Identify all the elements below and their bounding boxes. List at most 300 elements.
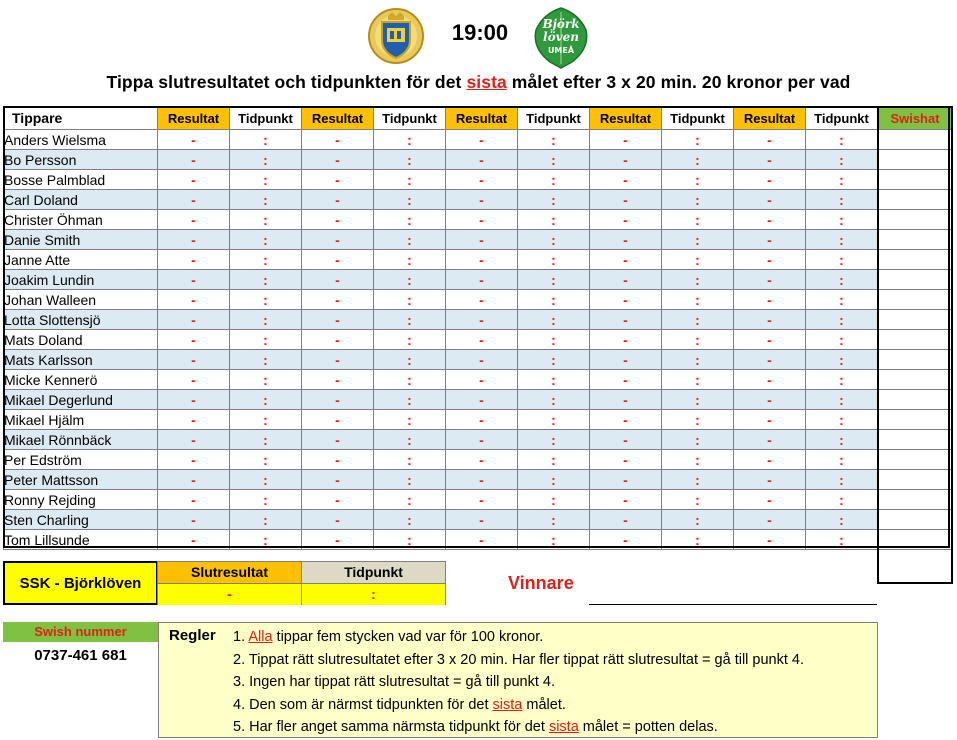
result-cell[interactable]: -	[590, 410, 662, 430]
final-time-header: Tidpunkt	[302, 562, 445, 584]
result-cell[interactable]: -	[590, 150, 662, 170]
time-cell[interactable]: :	[374, 210, 446, 230]
time-cell[interactable]: :	[374, 350, 446, 370]
result-cell[interactable]: -	[734, 310, 806, 330]
time-cell[interactable]: :	[806, 290, 878, 310]
result-cell[interactable]: -	[302, 490, 374, 510]
column-header-resultat: Resultat	[734, 107, 806, 130]
result-cell[interactable]: -	[446, 350, 518, 370]
result-cell[interactable]: -	[590, 330, 662, 350]
result-cell[interactable]: -	[158, 250, 230, 270]
time-cell[interactable]: :	[662, 170, 734, 190]
time-cell[interactable]: :	[662, 370, 734, 390]
time-cell[interactable]: :	[230, 510, 302, 530]
time-cell[interactable]: :	[806, 530, 878, 550]
time-cell[interactable]: :	[374, 410, 446, 430]
result-cell[interactable]: -	[734, 130, 806, 150]
result-cell[interactable]: -	[590, 250, 662, 270]
result-cell[interactable]: -	[446, 190, 518, 210]
result-cell[interactable]: -	[158, 270, 230, 290]
time-cell[interactable]: :	[518, 430, 590, 450]
result-cell[interactable]: -	[158, 230, 230, 250]
tippare-name: Joakim Lundin	[4, 270, 158, 290]
time-cell[interactable]: :	[806, 170, 878, 190]
result-cell[interactable]: -	[302, 170, 374, 190]
result-cell[interactable]: -	[590, 370, 662, 390]
table-row	[4, 370, 953, 390]
time-cell[interactable]: :	[518, 190, 590, 210]
result-cell[interactable]: -	[590, 510, 662, 530]
rule-item	[233, 626, 804, 649]
swishat-cell[interactable]	[878, 490, 953, 510]
result-cell[interactable]: -	[158, 170, 230, 190]
swishat-cell[interactable]	[878, 170, 953, 190]
result-cell[interactable]: -	[158, 290, 230, 310]
time-cell[interactable]: :	[806, 410, 878, 430]
column-header-swishat: Swishat	[878, 107, 953, 130]
column-header-tippare: Tippare	[4, 107, 158, 130]
tippare-name: Bosse Palmblad	[4, 170, 158, 190]
swishat-cell[interactable]	[878, 210, 953, 230]
table-row	[4, 470, 953, 490]
result-cell[interactable]: -	[302, 250, 374, 270]
result-cell[interactable]: -	[734, 270, 806, 290]
tippare-name: Mikael Degerlund	[4, 390, 158, 410]
time-cell[interactable]: :	[662, 350, 734, 370]
column-header-tidpunkt: Tidpunkt	[662, 107, 734, 130]
time-cell[interactable]: :	[518, 330, 590, 350]
tippare-name: Sten Charling	[4, 510, 158, 530]
result-cell[interactable]: -	[590, 270, 662, 290]
time-cell[interactable]: :	[806, 370, 878, 390]
time-cell[interactable]: :	[230, 170, 302, 190]
result-cell[interactable]: -	[302, 270, 374, 290]
time-cell[interactable]: :	[518, 310, 590, 330]
result-cell[interactable]: -	[590, 450, 662, 470]
tippare-name: Peter Mattsson	[4, 470, 158, 490]
time-cell[interactable]: :	[374, 290, 446, 310]
result-cell[interactable]: -	[590, 390, 662, 410]
time-cell[interactable]: :	[374, 130, 446, 150]
result-cell[interactable]: -	[158, 310, 230, 330]
result-cell[interactable]: -	[446, 170, 518, 190]
time-cell[interactable]: :	[230, 370, 302, 390]
tippare-name: Tom Lillsunde	[4, 530, 158, 550]
result-cell[interactable]: -	[446, 430, 518, 450]
result-cell[interactable]: -	[734, 210, 806, 230]
result-cell[interactable]: -	[590, 130, 662, 150]
time-cell[interactable]: :	[806, 330, 878, 350]
result-cell[interactable]: -	[734, 230, 806, 250]
time-cell[interactable]: :	[230, 190, 302, 210]
time-cell[interactable]: :	[806, 450, 878, 470]
result-cell[interactable]: -	[590, 530, 662, 550]
time-cell[interactable]: :	[230, 390, 302, 410]
result-cell[interactable]: -	[446, 150, 518, 170]
table-row	[4, 310, 953, 330]
result-cell[interactable]: -	[590, 470, 662, 490]
result-cell[interactable]: -	[446, 250, 518, 270]
result-cell[interactable]: -	[734, 250, 806, 270]
result-cell[interactable]: -	[302, 510, 374, 530]
result-cell[interactable]: -	[302, 530, 374, 550]
time-cell[interactable]: :	[518, 450, 590, 470]
time-cell[interactable]: :	[374, 530, 446, 550]
swishat-cell[interactable]	[878, 450, 953, 470]
rule-text-after: målet.	[522, 696, 566, 713]
swishat-cell[interactable]	[878, 230, 953, 250]
result-cell[interactable]: -	[734, 350, 806, 370]
result-cell[interactable]: -	[158, 330, 230, 350]
result-cell[interactable]: -	[446, 230, 518, 250]
time-cell[interactable]: :	[230, 350, 302, 370]
tippare-name: Mikael Rönnbäck	[4, 430, 158, 450]
result-cell[interactable]: -	[302, 190, 374, 210]
result-cell[interactable]: -	[158, 470, 230, 490]
time-cell[interactable]: :	[806, 190, 878, 210]
time-cell[interactable]: :	[374, 390, 446, 410]
time-cell[interactable]: :	[230, 430, 302, 450]
result-cell[interactable]: -	[302, 350, 374, 370]
time-cell[interactable]: :	[662, 310, 734, 330]
time-cell[interactable]: :	[806, 490, 878, 510]
time-cell[interactable]: :	[230, 470, 302, 490]
result-cell[interactable]: -	[446, 390, 518, 410]
result-cell[interactable]: -	[734, 370, 806, 390]
headline-after: målet efter 3 x 20 min. 20 kronor per vad	[506, 72, 851, 92]
result-cell[interactable]: -	[590, 210, 662, 230]
result-cell[interactable]: -	[302, 390, 374, 410]
swishat-cell[interactable]	[878, 310, 953, 330]
time-cell[interactable]: :	[518, 290, 590, 310]
time-cell[interactable]: :	[662, 230, 734, 250]
result-cell[interactable]: -	[446, 130, 518, 150]
tips-table	[3, 106, 953, 550]
table-row	[4, 450, 953, 470]
time-cell[interactable]: :	[662, 150, 734, 170]
result-cell[interactable]: -	[590, 190, 662, 210]
table-row	[4, 190, 953, 210]
swishat-cell[interactable]	[878, 190, 953, 210]
time-cell[interactable]: :	[662, 210, 734, 230]
table-row	[4, 530, 953, 550]
time-cell[interactable]: :	[662, 490, 734, 510]
result-cell[interactable]: -	[446, 510, 518, 530]
final-time-value[interactable]: :	[302, 584, 445, 605]
swishat-cell[interactable]	[878, 370, 953, 390]
time-cell[interactable]: :	[662, 390, 734, 410]
result-cell[interactable]: -	[590, 350, 662, 370]
result-cell[interactable]: -	[446, 530, 518, 550]
result-cell[interactable]: -	[302, 370, 374, 390]
table-row	[4, 250, 953, 270]
result-cell[interactable]: -	[302, 290, 374, 310]
time-cell[interactable]: :	[374, 430, 446, 450]
time-cell[interactable]: :	[662, 130, 734, 150]
time-cell[interactable]: :	[518, 390, 590, 410]
result-cell[interactable]: -	[590, 430, 662, 450]
time-cell[interactable]: :	[662, 410, 734, 430]
rule-highlight: Alla	[248, 629, 273, 645]
time-cell[interactable]: :	[230, 310, 302, 330]
result-cell[interactable]: -	[302, 330, 374, 350]
result-cell[interactable]: -	[446, 310, 518, 330]
result-cell[interactable]: -	[302, 470, 374, 490]
table-row	[4, 490, 953, 510]
time-cell[interactable]: :	[662, 330, 734, 350]
time-cell[interactable]: :	[518, 230, 590, 250]
time-cell[interactable]: :	[518, 150, 590, 170]
time-cell[interactable]: :	[374, 510, 446, 530]
time-cell[interactable]: :	[662, 470, 734, 490]
tippare-name: Mats Doland	[4, 330, 158, 350]
swish-number-label: Swish nummer	[3, 622, 158, 642]
time-cell[interactable]: :	[374, 470, 446, 490]
result-cell[interactable]: -	[734, 450, 806, 470]
result-cell[interactable]: -	[158, 370, 230, 390]
swishat-cell[interactable]	[878, 430, 953, 450]
time-cell[interactable]: :	[518, 470, 590, 490]
time-cell[interactable]: :	[518, 350, 590, 370]
time-cell[interactable]: :	[230, 490, 302, 510]
time-cell[interactable]: :	[374, 370, 446, 390]
time-cell[interactable]: :	[806, 210, 878, 230]
result-cell[interactable]: -	[302, 450, 374, 470]
time-cell[interactable]: :	[374, 310, 446, 330]
logo-right-text-2: löven	[543, 30, 579, 44]
time-cell[interactable]: :	[662, 250, 734, 270]
result-cell[interactable]: -	[446, 290, 518, 310]
time-cell[interactable]: :	[230, 290, 302, 310]
time-cell[interactable]: :	[662, 450, 734, 470]
time-cell[interactable]: :	[518, 130, 590, 150]
rule-item	[233, 671, 804, 694]
result-cell[interactable]: -	[446, 470, 518, 490]
swishat-cell[interactable]	[878, 250, 953, 270]
result-cell[interactable]: -	[734, 430, 806, 450]
time-cell[interactable]: :	[662, 290, 734, 310]
time-cell[interactable]: :	[374, 150, 446, 170]
table-header-row	[4, 107, 953, 130]
rule-text: Ingen har tippat rätt slutresultat = gå till punkt 4.	[249, 674, 556, 690]
time-cell[interactable]: :	[662, 430, 734, 450]
time-cell[interactable]: :	[806, 350, 878, 370]
time-cell[interactable]: :	[662, 270, 734, 290]
swishat-cell[interactable]	[878, 130, 953, 150]
result-cell[interactable]: -	[734, 390, 806, 410]
result-cell[interactable]: -	[158, 490, 230, 510]
final-result-box	[157, 561, 302, 605]
table-row	[4, 170, 953, 190]
swishat-cell[interactable]	[878, 410, 953, 430]
rule-text: Tippat rätt slutresultatet efter 3 x 20 min. Har fler tippat rätt slutresultat = gå till punkt 4.	[248, 651, 805, 668]
logo-right-text-3: UMEÅ	[547, 46, 575, 55]
time-cell[interactable]: :	[374, 490, 446, 510]
swishat-cell[interactable]	[878, 390, 953, 410]
result-cell[interactable]: -	[446, 410, 518, 430]
swishat-cell[interactable]	[878, 350, 953, 370]
time-cell[interactable]: :	[230, 250, 302, 270]
time-cell[interactable]: :	[230, 530, 302, 550]
rule-number: 5.	[233, 719, 246, 735]
rule-highlight: sista	[548, 719, 579, 735]
result-cell[interactable]: -	[590, 170, 662, 190]
time-cell[interactable]: :	[518, 530, 590, 550]
result-cell[interactable]: -	[158, 130, 230, 150]
time-cell[interactable]: :	[230, 150, 302, 170]
column-header-tidpunkt: Tidpunkt	[518, 107, 590, 130]
time-cell[interactable]: :	[806, 150, 878, 170]
result-cell[interactable]: -	[158, 410, 230, 430]
time-cell[interactable]: :	[374, 190, 446, 210]
swishat-cell[interactable]	[878, 270, 953, 290]
swishat-cell[interactable]	[878, 510, 953, 530]
swishat-cell[interactable]	[878, 530, 953, 550]
time-cell[interactable]: :	[230, 130, 302, 150]
result-cell[interactable]: -	[590, 230, 662, 250]
rule-number: 2.	[233, 651, 246, 668]
time-cell[interactable]: :	[374, 250, 446, 270]
result-cell[interactable]: -	[302, 430, 374, 450]
time-cell[interactable]: :	[806, 310, 878, 330]
bjorkloven-umea-logo	[532, 6, 590, 70]
result-cell[interactable]: -	[158, 350, 230, 370]
result-cell[interactable]: -	[302, 310, 374, 330]
result-cell[interactable]: -	[446, 450, 518, 470]
logo-right-text-1: Björk	[542, 17, 580, 31]
time-cell[interactable]: :	[518, 270, 590, 290]
time-cell[interactable]: :	[806, 230, 878, 250]
time-cell[interactable]: :	[230, 450, 302, 470]
column-header-tidpunkt: Tidpunkt	[374, 107, 446, 130]
final-time-box	[301, 561, 446, 605]
time-cell[interactable]: :	[806, 470, 878, 490]
result-cell[interactable]: -	[302, 130, 374, 150]
result-cell[interactable]: -	[734, 530, 806, 550]
rule-text-after: tippar fem stycken vad var för 100 kronor.	[272, 629, 544, 645]
result-cell[interactable]: -	[446, 330, 518, 350]
table-row	[4, 410, 953, 430]
rule-item	[233, 716, 804, 739]
time-cell[interactable]: :	[518, 210, 590, 230]
result-cell[interactable]: -	[158, 510, 230, 530]
time-cell[interactable]: :	[374, 330, 446, 350]
swishat-cell[interactable]	[878, 470, 953, 490]
time-cell[interactable]: :	[374, 450, 446, 470]
result-cell[interactable]: -	[446, 210, 518, 230]
result-cell[interactable]: -	[734, 490, 806, 510]
result-cell[interactable]: -	[158, 190, 230, 210]
tippare-name: Lotta Slottensjö	[4, 310, 158, 330]
time-cell[interactable]: :	[230, 230, 302, 250]
table-row	[4, 430, 953, 450]
result-cell[interactable]: -	[158, 450, 230, 470]
time-cell[interactable]: :	[806, 270, 878, 290]
tippare-name: Per Edström	[4, 450, 158, 470]
tippare-name: Johan Walleen	[4, 290, 158, 310]
time-cell[interactable]: :	[518, 410, 590, 430]
result-cell[interactable]: -	[590, 490, 662, 510]
result-cell[interactable]: -	[302, 410, 374, 430]
result-cell[interactable]: -	[590, 310, 662, 330]
result-cell[interactable]: -	[302, 230, 374, 250]
table-row	[4, 510, 953, 530]
result-cell[interactable]: -	[158, 530, 230, 550]
column-header-tidpunkt: Tidpunkt	[806, 107, 878, 130]
winner-line[interactable]	[589, 604, 877, 605]
result-cell[interactable]: -	[734, 330, 806, 350]
time-cell[interactable]: :	[518, 490, 590, 510]
time-cell[interactable]: :	[662, 190, 734, 210]
rule-number: 1.	[233, 629, 246, 645]
result-cell[interactable]: -	[734, 410, 806, 430]
time-cell[interactable]: :	[806, 250, 878, 270]
table-row	[4, 150, 953, 170]
time-cell[interactable]: :	[806, 130, 878, 150]
result-cell[interactable]: -	[302, 210, 374, 230]
time-cell[interactable]: :	[374, 230, 446, 250]
time-cell[interactable]: :	[806, 430, 878, 450]
result-cell[interactable]: -	[302, 150, 374, 170]
table-row	[4, 130, 953, 150]
time-cell[interactable]: :	[518, 370, 590, 390]
ssk-crest-icon	[366, 6, 426, 66]
result-cell[interactable]: -	[446, 490, 518, 510]
swishat-cell[interactable]	[878, 330, 953, 350]
time-cell[interactable]: :	[806, 390, 878, 410]
time-cell[interactable]: :	[806, 510, 878, 530]
swishat-cell[interactable]	[878, 150, 953, 170]
time-cell[interactable]: :	[374, 170, 446, 190]
time-cell[interactable]: :	[662, 530, 734, 550]
result-cell[interactable]: -	[158, 150, 230, 170]
result-cell[interactable]: -	[734, 470, 806, 490]
time-cell[interactable]: :	[662, 510, 734, 530]
result-cell[interactable]: -	[734, 150, 806, 170]
result-cell[interactable]: -	[734, 290, 806, 310]
result-cell[interactable]: -	[590, 290, 662, 310]
time-cell[interactable]: :	[230, 210, 302, 230]
time-cell[interactable]: :	[230, 330, 302, 350]
headline	[0, 72, 957, 93]
result-cell[interactable]: -	[734, 170, 806, 190]
headline-highlight: sista	[466, 72, 507, 92]
column-header-resultat: Resultat	[590, 107, 662, 130]
tippare-name: Mikael Hjälm	[4, 410, 158, 430]
swishat-cell[interactable]	[878, 290, 953, 310]
result-cell[interactable]: -	[734, 510, 806, 530]
result-cell[interactable]: -	[158, 430, 230, 450]
tippare-name: Janne Atte	[4, 250, 158, 270]
time-cell[interactable]: :	[518, 510, 590, 530]
result-cell[interactable]: -	[446, 270, 518, 290]
result-cell[interactable]: -	[158, 390, 230, 410]
time-cell[interactable]: :	[518, 250, 590, 270]
result-cell[interactable]: -	[446, 370, 518, 390]
table-row	[4, 270, 953, 290]
time-cell[interactable]: :	[230, 410, 302, 430]
rule-number: 4.	[233, 696, 246, 713]
time-cell[interactable]: :	[374, 270, 446, 290]
column-header-tidpunkt: Tidpunkt	[230, 107, 302, 130]
rule-highlight: sista	[492, 696, 523, 713]
time-cell[interactable]: :	[518, 170, 590, 190]
result-cell[interactable]: -	[734, 190, 806, 210]
final-result-value[interactable]: -	[158, 584, 301, 605]
result-cell[interactable]: -	[158, 210, 230, 230]
time-cell[interactable]: :	[230, 270, 302, 290]
swish-number: 0737-461 681	[34, 647, 127, 664]
